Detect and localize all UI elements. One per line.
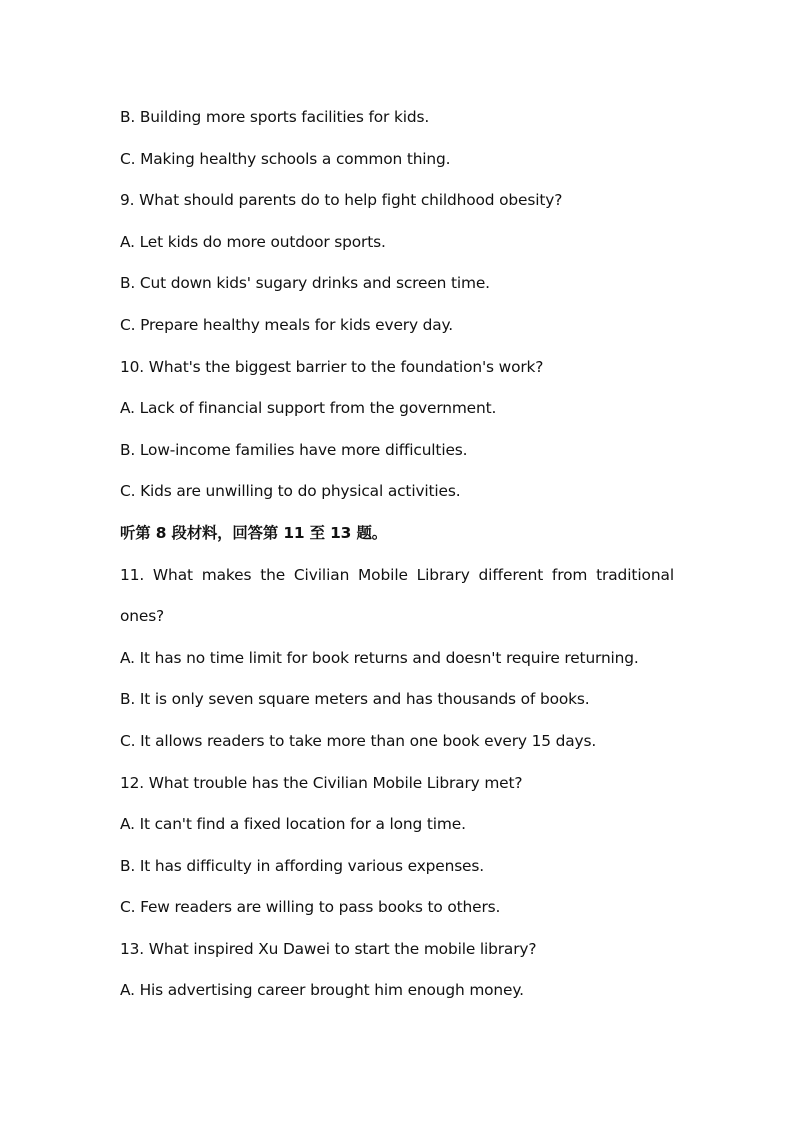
option-8b: B. Building more sports facilities for kids.	[120, 108, 430, 126]
option-9b: B. Cut down kids' sugary drinks and screen time.	[120, 274, 490, 293]
option-11a: A. It has no time limit for book returns and doesn't require returning.	[120, 648, 639, 667]
question-13: 13. What inspired Xu Dawei to start the mobile library?	[120, 939, 537, 958]
option-8c: C. Making healthy schools a common thing.	[120, 149, 451, 168]
question-12: 12. What trouble has the Civilian Mobile Library met?	[120, 773, 523, 792]
option-11b: B. It is only seven square meters and has thousands of books.	[120, 690, 590, 709]
option-10b: B. Low-income families have more difficulties.	[120, 440, 468, 459]
option-13a: A. His advertising career brought him enough money.	[120, 981, 524, 1000]
option-12a: A. It can't find a fixed location for a long time.	[120, 815, 466, 834]
option-10c: C. Kids are unwilling to do physical activities.	[120, 482, 461, 501]
question-10: 10. What's the biggest barrier to the foundation's work?	[120, 357, 544, 376]
document-page	[120, 97, 674, 1012]
option-12c: C. Few readers are willing to pass books to others.	[120, 898, 501, 917]
question-9: 9. What should parents do to help fight childhood obesity?	[120, 191, 563, 210]
option-12b: B. It has difficulty in affording various expenses.	[120, 856, 484, 875]
question-11-line-1: 11. What makes the Civilian Mobile Library different from traditional	[120, 565, 674, 584]
option-10a: A. Lack of financial support from the government.	[120, 399, 497, 418]
option-9a: A. Let kids do more outdoor sports.	[120, 232, 386, 251]
option-9c: C. Prepare healthy meals for kids every day.	[120, 315, 454, 334]
section-heading: 听第 8 段材料，回答第 11 至 13 题。	[120, 523, 387, 542]
question-11-line-2: ones?	[120, 607, 165, 626]
option-11c: C. It allows readers to take more than one book every 15 days.	[120, 731, 597, 750]
